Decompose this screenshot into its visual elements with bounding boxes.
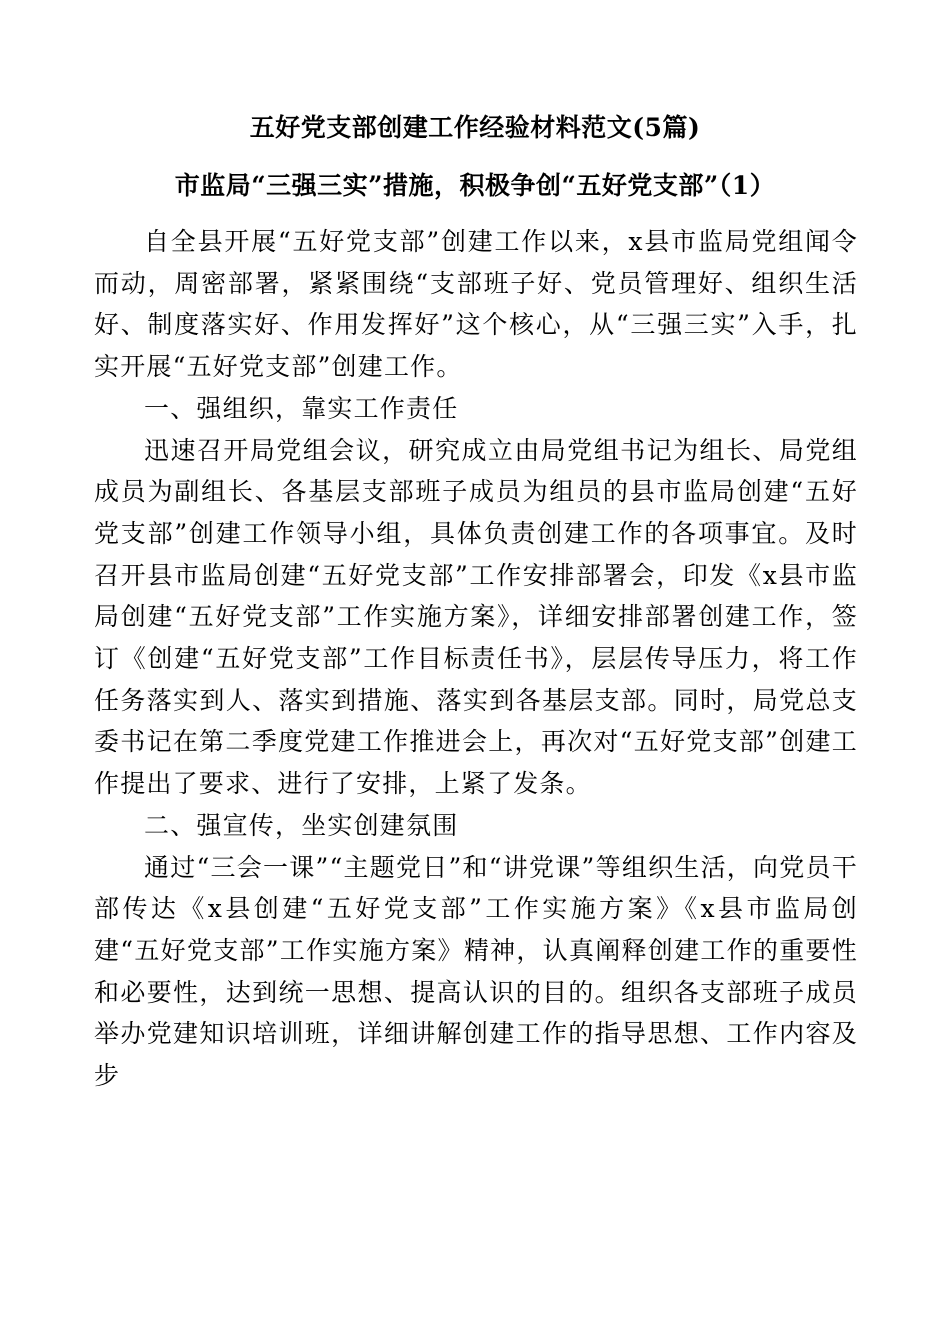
section-2-paragraph: 通过“三会一课”“主题党日”和“讲党课”等组织生活，向党员干部传达《x县创建“五好党支部”工作实施方案》《x县市监局创建“五好党支部”工作实施方案》精神，认真阐释创建工作的重要性和必要性，达到统一思想、提高认识的目的。组织各支部班子成员举办党建知识培训班，详细讲解创建工作的指导思想、工作内容及步 [94, 852, 858, 1091]
section-title: 市监局“三强三实”措施，积极争创“五好党支部”（1） [174, 171, 776, 200]
section-1-paragraph: 迅速召开局党组会议，研究成立由局党组书记为组长、局党组成员为副组长、各基层支部班子成员为组员的县市监局创建“五好党支部”创建工作领导小组，具体负责创建工作的各项事宜。及时召开县市监局创建“五好党支部”工作安排部署会，印发《x县市监局创建“五好党支部”工作实施方案》，详细安排部署创建工作，签订《创建“五好党支部”工作目标责任书》，层层传导压力，将工作任务落实到人、落实到措施、落实到各基层支部。同时，局党总支委书记在第二季度党建工作推进会上，再次对“五好党支部”创建工作提出了要求、进行了安排，上紧了发条。 [94, 435, 858, 799]
intro-paragraph: 自全县开展“五好党支部”创建工作以来，x县市监局党组闻令而动，周密部署，紧紧围绕“支部班子好、党员管理好、组织生活好、制度落实好、作用发挥好”这个核心，从“三强三实”入手，扎实开展“五好党支部”创建工作。 [94, 227, 858, 382]
document-title: 五好党支部创建工作经验材料范文(5篇) [249, 113, 701, 142]
document-body [94, 221, 858, 1097]
section-heading-2: 二、强宣传，坐实创建氛围 [144, 810, 459, 840]
section-heading-1: 一、强组织，靠实工作责任 [144, 393, 459, 423]
